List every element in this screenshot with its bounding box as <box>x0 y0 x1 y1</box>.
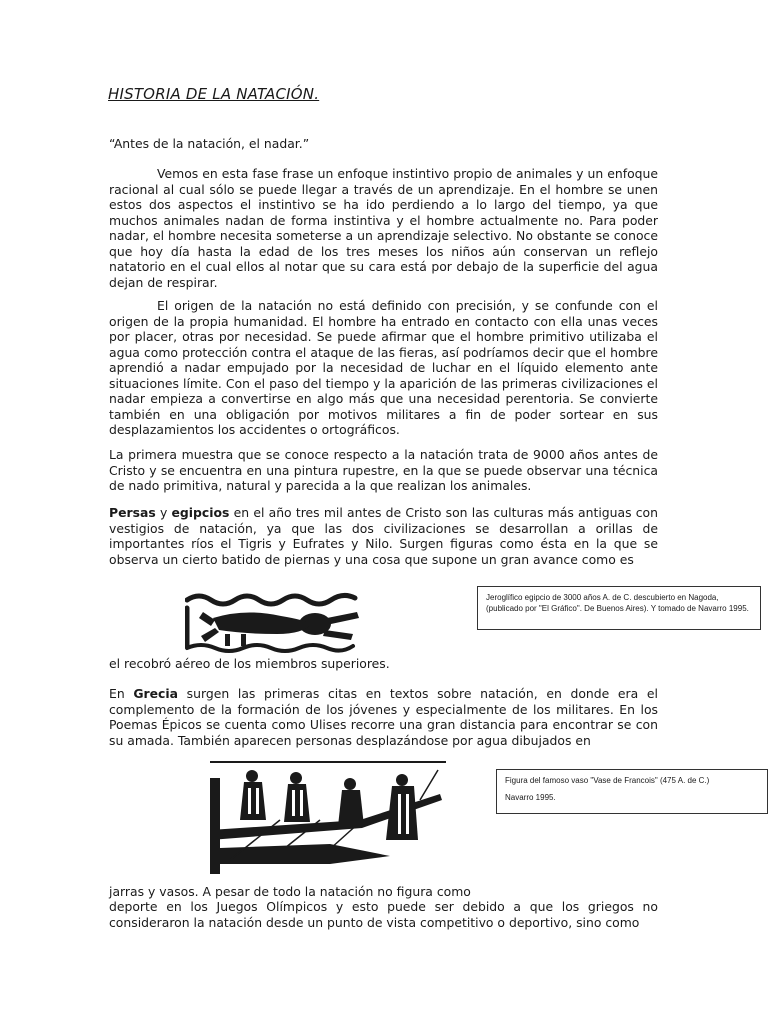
paragraph-olympics: deporte en los Juegos Olímpicos y esto puede ser debido a que los griegos no consideraron la natación desde un punto de vista competitivo o deportivo, sino como <box>109 899 658 930</box>
keyword-persas: Persas <box>109 505 156 520</box>
vase-de-francois-figure <box>210 760 450 878</box>
caption-vase-de-francois <box>496 769 768 814</box>
caption-egyptian-hieroglyph <box>477 586 761 630</box>
paragraph-origin: El origen de la natación no está definido con precisión, y se confunde con el origen de la propia humanidad. El hombre ha entrado en contacto con ella unas veces por placer, otras por necesidad. Se puede afirmar que el hombre primitivo utilizaba el agua como protección contra el ataque de las fieras, así podríamos decir que el hombre aprendió a nadar empujado por la necesidad de luchar en el líquido elemento ante situaciones límite. Con el paso del tiempo y la aparición de las primeras civilizaciones el nadar empieza a convertirse en algo más que una necesidad perentoria. Se convierte también en una obligación por motivos militares a fin de poder sortear en sus desplazamientos los accidentes o ortográficos. <box>109 298 658 437</box>
paragraph-persians-egyptians <box>109 505 658 567</box>
egyptian-swimmer-figure <box>185 578 375 658</box>
caption-vase-title: Figura del famoso vaso "Vase de Francois" (475 A. de C.) <box>505 776 710 785</box>
caption-vase-source: Navarro 1995. <box>505 793 556 802</box>
paragraph-continuation-aerial: el recobró aéreo de los miembros superiores. <box>109 656 390 671</box>
opening-quote: “Antes de la natación, el nadar.” <box>109 136 310 151</box>
keyword-egipcios: egipcios <box>171 505 230 520</box>
paragraph-instinct: Vemos en esta fase frase un enfoque instintivo propio de animales y un enfoque racional al cual sólo se puede llegar a través de un aprendizaje. En el hombre se unen estos dos aspectos el instintivo se ha ido perdiendo a lo largo del tiempo, ya que muchos animales nadan de forma instintiva y el hombre actualmente no. Para poder nadar, el hombre necesita someterse a un aprendizaje selectivo. No obstante se conoce que hoy día hasta la edad de los tres meses los niños aún conservan un reflejo natatorio en el cual ellos al notar que su cara está por debajo de la superficie del agua dejan de respirar. <box>109 166 658 290</box>
paragraph-greece-text: surgen las primeras citas en textos sobre natación, en donde era el complemento de la formación de los jóvenes y especialmente de los militares. En los Poemas Épicos se cuenta como Ulises recorre una gran distancia para encontrar se con su amada. También aparecen personas desplazándose por agua dibujados en <box>109 686 658 748</box>
paragraph-greece <box>109 686 658 748</box>
greece-lead-text: En <box>109 686 134 701</box>
caption-egyptian-text: Jeroglífico egipcio de 3000 años A. de C. descubierto en Nagoda, (publicado por "El Gráfico". De Buenos Aires). Y tomado de Navarro 1995. <box>486 593 749 613</box>
connector-text: y <box>155 505 172 520</box>
page-title: HISTORIA DE LA NATACIÓN. <box>108 85 320 103</box>
keyword-grecia: Grecia <box>133 686 178 701</box>
paragraph-first-evidence: La primera muestra que se conoce respecto a la natación trata de 9000 años antes de Cristo y se encuentra en una pintura rupestre, en la que se puede observar una técnica de nado primitiva, natural y parecida a la que realizan los animales. <box>109 447 658 493</box>
paragraph-continuation-vases: jarras y vasos. A pesar de todo la natación no figura como <box>109 884 471 899</box>
paragraph-persians-text: en el año tres mil antes de Cristo son las culturas más antiguas con vestigios de natación, ya que las dos civilizaciones se desarrollan a orillas de importantes ríos el Tigris y Eufrates y Nilo. Surgen figuras como ésta en la que se observa un cierto batido de piernas y una cosa que supone un gran avance como es <box>109 505 658 567</box>
